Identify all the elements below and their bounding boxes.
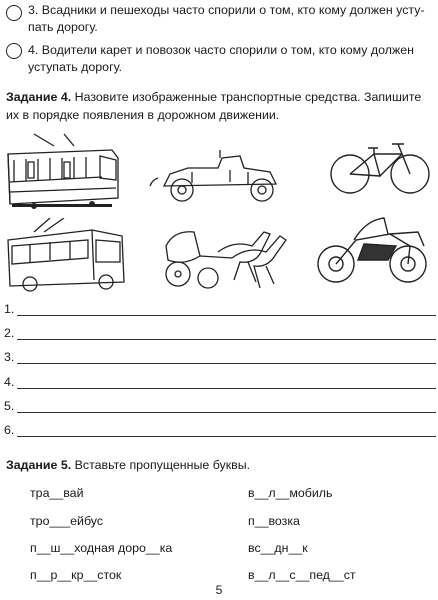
answer-circle[interactable] bbox=[6, 5, 22, 21]
word-left: тра__вай bbox=[30, 486, 84, 500]
task-5-text: Вставьте пропущенные буквы. bbox=[71, 458, 251, 472]
motorcycle-icon bbox=[314, 210, 432, 290]
option-4-text: 4. Водители карет и повозок часто спорили о том, кто кому должен уступать дорогу. bbox=[28, 43, 415, 74]
word-right: в__л__мобиль bbox=[248, 486, 333, 500]
task-4-text: Назовите изображенные транспортные средства. Запишите их в порядке появления в дорожном движении. bbox=[6, 90, 422, 122]
answer-line[interactable]: 2. bbox=[4, 322, 436, 346]
trolleybus-icon bbox=[4, 218, 128, 294]
word-right: п__возка bbox=[248, 514, 300, 528]
word-left: п__р__кр__сток bbox=[30, 568, 122, 582]
option-3-text: 3. Всадники и пешеходы часто спорили о том, кто кому должен усту-пать дорогу. bbox=[28, 3, 425, 34]
answer-line[interactable]: 3. bbox=[4, 346, 436, 370]
tram-icon bbox=[4, 132, 122, 212]
word-left: п__ш__ходная доро__ка bbox=[30, 541, 173, 555]
task-5-label: Задание 5. bbox=[6, 458, 72, 472]
task-5 bbox=[6, 456, 434, 474]
task-4-label: Задание 4. bbox=[6, 90, 72, 104]
answer-circle[interactable] bbox=[6, 43, 22, 59]
answer-line[interactable]: 1. bbox=[4, 298, 436, 322]
answer-line[interactable]: 4. bbox=[4, 371, 436, 395]
word-right: вс__дн__к bbox=[248, 541, 308, 555]
word-left: тро___ейбус bbox=[30, 514, 104, 528]
answer-lines bbox=[4, 298, 436, 443]
old-car-icon bbox=[148, 150, 288, 206]
task-4 bbox=[6, 88, 434, 124]
bicycle-icon bbox=[328, 136, 432, 196]
page-number: 5 bbox=[215, 583, 223, 597]
word-right: в__л__с__пед__ст bbox=[248, 568, 356, 582]
answer-line[interactable]: 5. bbox=[4, 395, 436, 419]
carriage-icon bbox=[156, 222, 288, 296]
answer-line[interactable]: 6. bbox=[4, 419, 436, 443]
